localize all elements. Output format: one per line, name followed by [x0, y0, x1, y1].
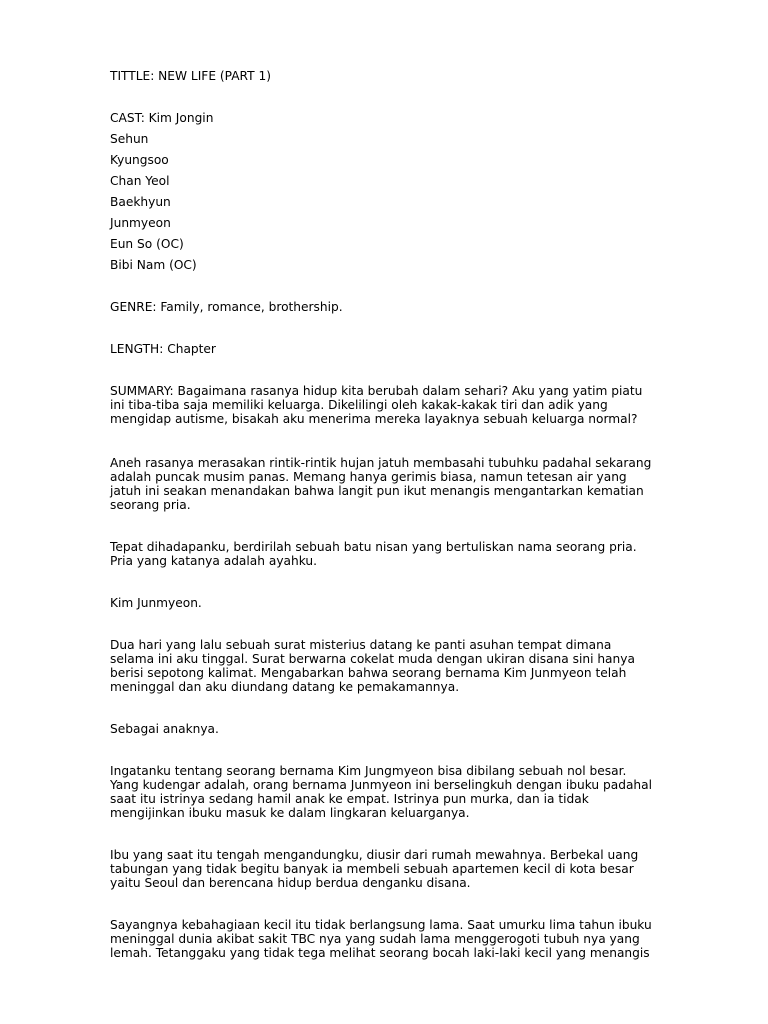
- story-paragraph: Aneh rasanya merasakan rintik-rintik hujan jatuh membasahi tubuhku padahal sekarang adalah puncak musim panas. Memang hanya gerimis biasa, namun tetesan air yang jatuh ini seakan menandakan bahwa langit pun ikut menangis mengantarkan kematian seorang pria.: [110, 456, 652, 512]
- cast-member: Kyungsoo: [110, 153, 169, 167]
- summary-paragraph: SUMMARY: Bagaimana rasanya hidup kita berubah dalam sehari? Aku yang yatim piatu ini tiba-tiba saja memiliki keluarga. Dikelilingi oleh kakak-kakak tiri dan adik yang mengidap autisme, bisakah aku menerima mereka layaknya sebuah keluarga normal?: [110, 384, 643, 426]
- spacer: [110, 318, 670, 339]
- spacer: [110, 276, 670, 297]
- length-line: LENGTH: Chapter: [110, 342, 216, 356]
- title-line: TITTLE: NEW LIFE (PART 1): [110, 69, 271, 83]
- spacer: [110, 736, 670, 764]
- cast-member: Baekhyun: [110, 195, 171, 209]
- spacer: [110, 694, 670, 722]
- cast-member: Chan Yeol: [110, 174, 170, 188]
- story-paragraph: Kim Junmyeon.: [110, 596, 202, 610]
- document-page: [110, 66, 670, 960]
- genre-line: GENRE: Family, romance, brothership.: [110, 300, 343, 314]
- spacer: [110, 820, 670, 848]
- spacer: [110, 360, 670, 384]
- spacer: [110, 87, 670, 108]
- story-paragraph: Sebagai anaknya.: [110, 722, 219, 736]
- story-paragraph: Sayangnya kebahagiaan kecil itu tidak berlangsung lama. Saat umurku lima tahun ibuku meninggal dunia akibat sakit TBC nya yang sudah lama menggerogoti tubuh nya yang lemah. Tetanggaku yang tidak tega melihat seorang bocah laki-laki kecil yang menangis: [110, 918, 652, 960]
- spacer: [110, 610, 670, 638]
- story-paragraph: Tepat dihadapanku, berdirilah sebuah batu nisan yang bertuliskan nama seorang pria. Pria yang katanya adalah ayahku.: [110, 540, 637, 568]
- cast-member: Bibi Nam (OC): [110, 258, 197, 272]
- story-paragraph: Dua hari yang lalu sebuah surat misterius datang ke panti asuhan tempat dimana selama ini aku tinggal. Surat berwarna cokelat muda dengan ukiran disana sini hanya berisi sepotong kalimat. Mengabarkan bahwa seorang bernama Kim Junmyeon telah meninggal dan aku diundang datang ke pemakamannya.: [110, 638, 635, 694]
- cast-member: Eun So (OC): [110, 237, 184, 251]
- cast-member: Junmyeon: [110, 216, 171, 230]
- spacer: [110, 426, 670, 456]
- story-paragraph: Ibu yang saat itu tengah mengandungku, diusir dari rumah mewahnya. Berbekal uang tabungan yang tidak begitu banyak ia membeli sebuah apartemen kecil di kota besar yaitu Seoul dan berencana hidup berdua denganku disana.: [110, 848, 639, 890]
- spacer: [110, 890, 670, 918]
- spacer: [110, 512, 670, 540]
- cast-label-line: CAST: Kim Jongin: [110, 111, 214, 125]
- story-paragraph: Ingatanku tentang seorang bernama Kim Jungmyeon bisa dibilang sebuah nol besar. Yang kudengar adalah, orang bernama Junmyeon ini berselingkuh dengan ibuku padahal saat itu istrinya sedang hamil anak ke empat. Istrinya pun murka, dan ia tidak mengijinkan ibuku masuk ke dalam lingkaran keluarganya.: [110, 764, 652, 820]
- spacer: [110, 568, 670, 596]
- cast-member: Sehun: [110, 132, 149, 146]
